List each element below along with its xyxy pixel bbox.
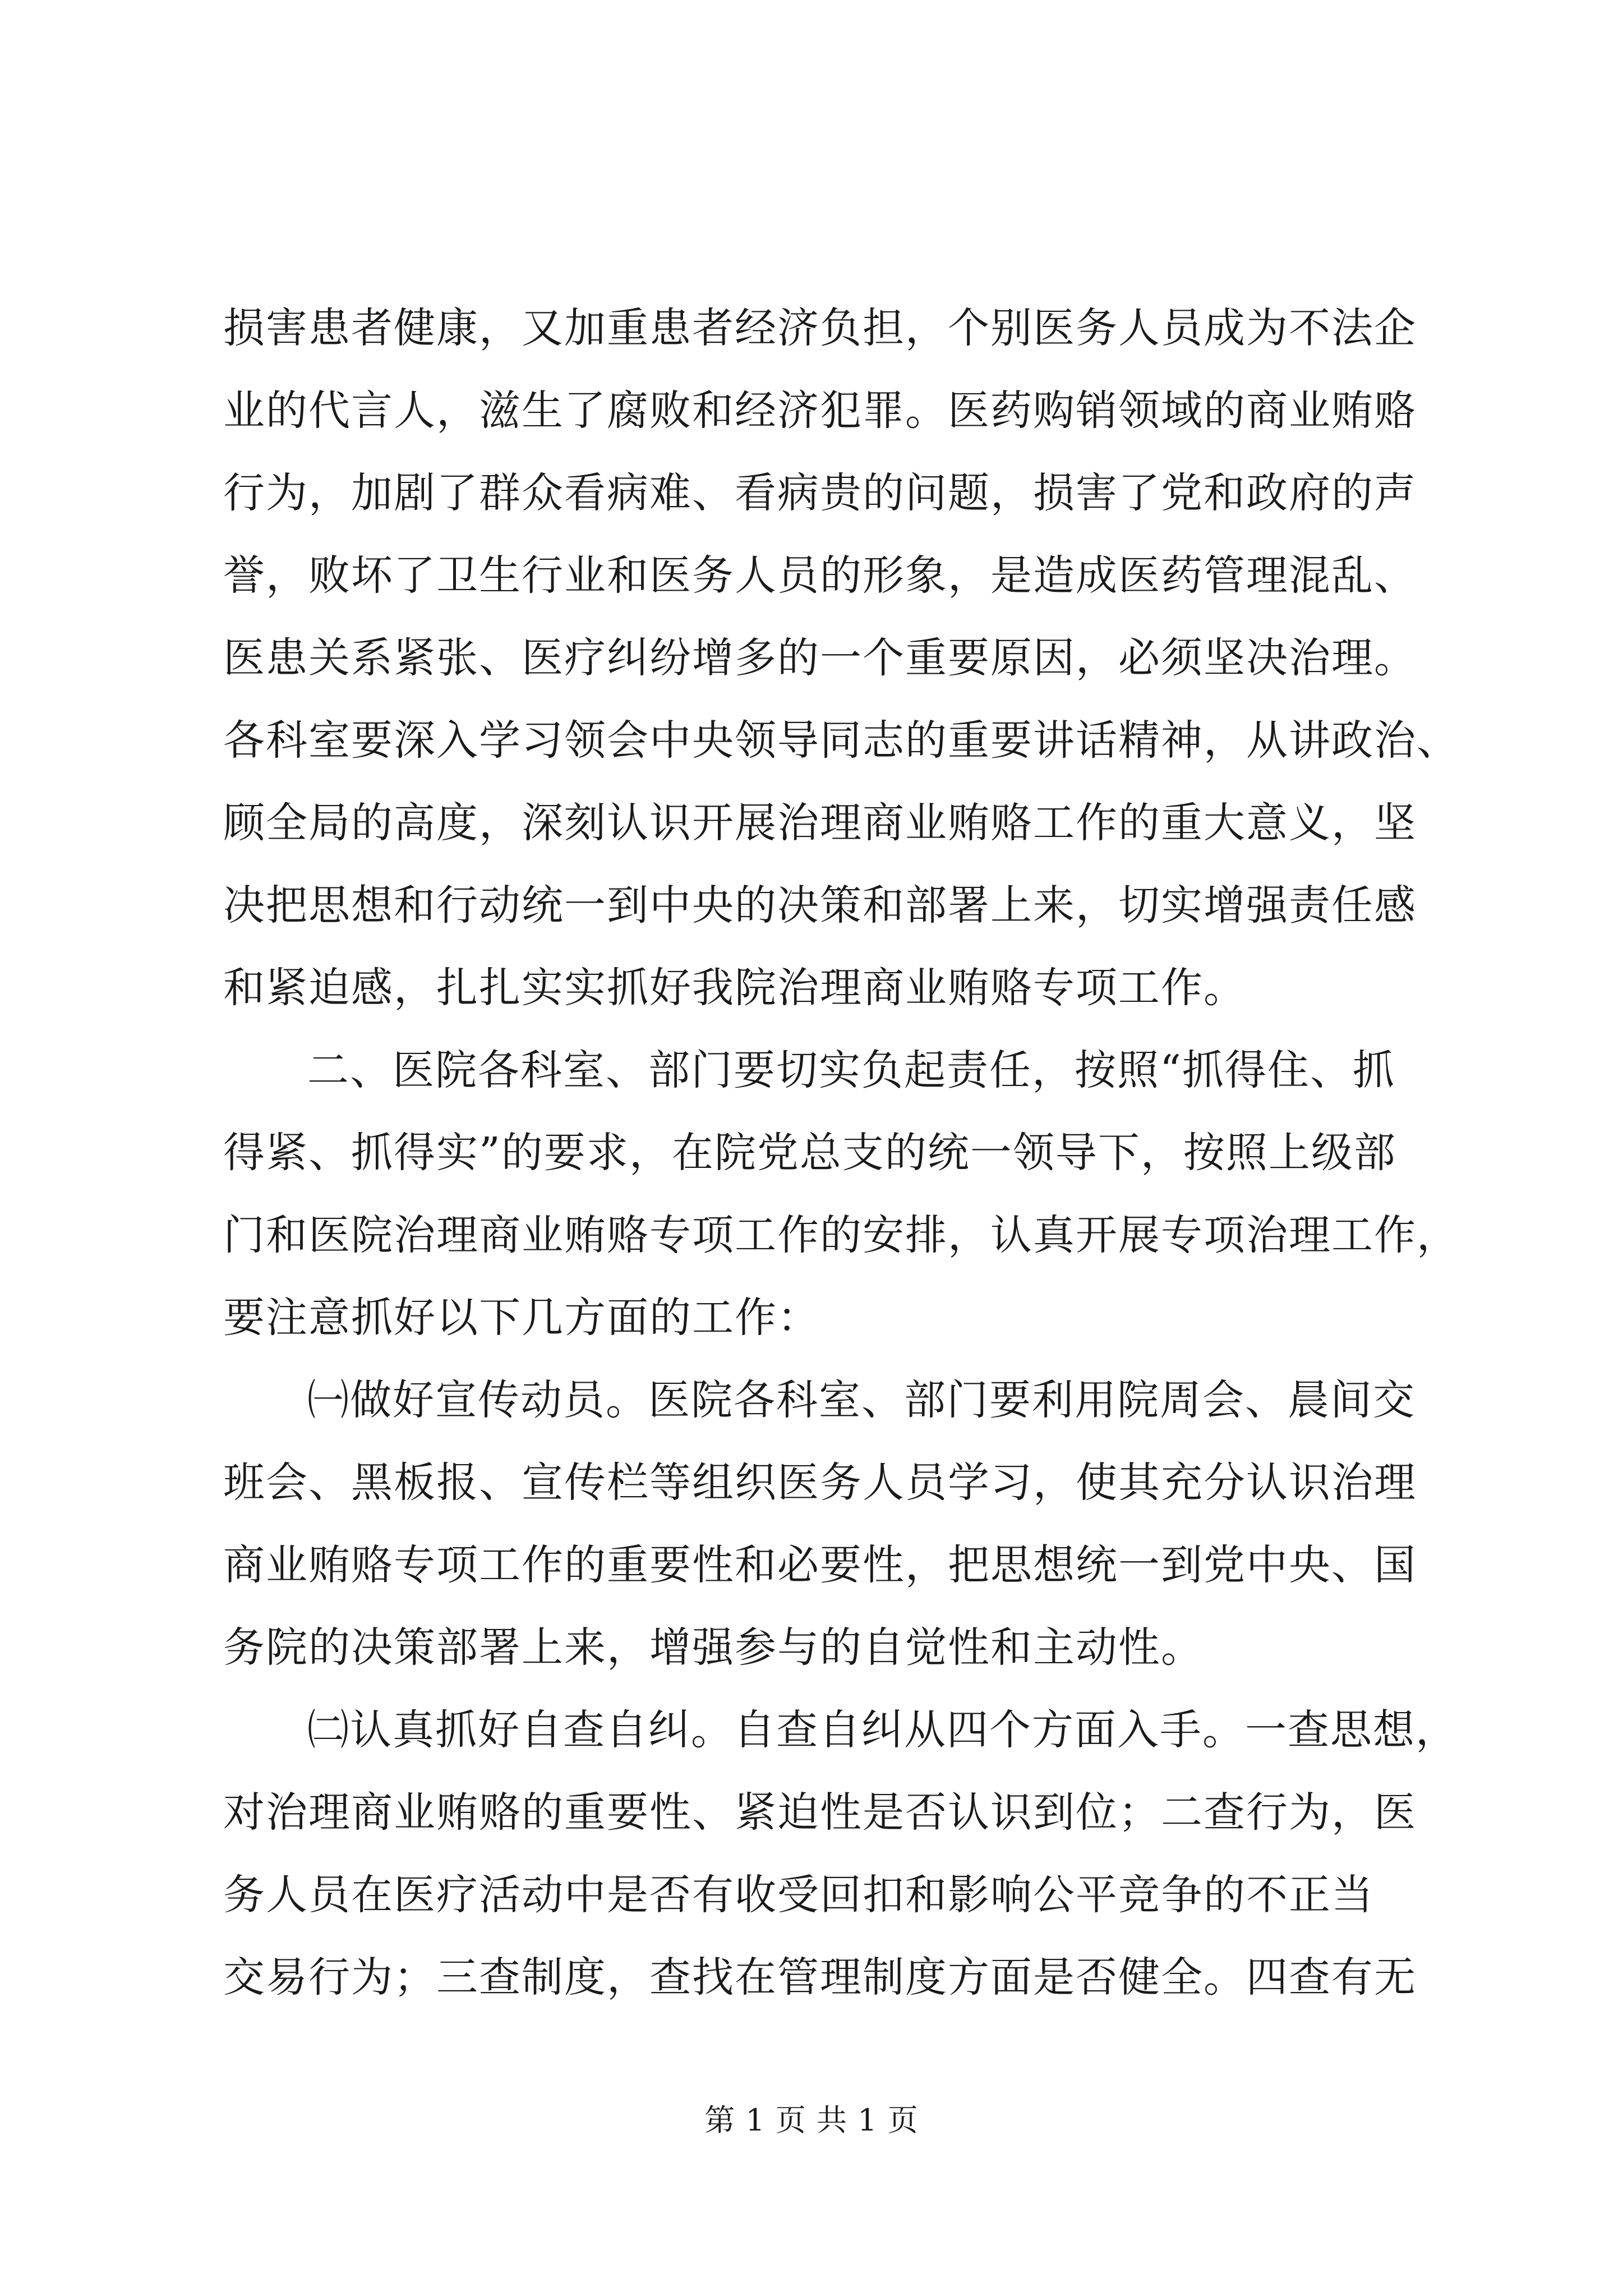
body-line: 和紧迫感，扎扎实实抓好我院治理商业贿赂专项工作。 (223, 964, 1246, 1012)
paragraph-heading-line: ㈡认真抓好自查自纠。自查自纠从四个方面入手。一查思想， (307, 1706, 1458, 1754)
body-line: 医患关系紧张、医疗纠纷增多的一个重要原因，必须坚决治理。 (223, 634, 1417, 682)
body-line: 得紧、抓得实”的要求，在院党总支的统一领导下，按照上级部 (223, 1129, 1396, 1177)
body-line: 对治理商业贿赂的重要性、紧迫性是否认识到位；二查行为，医 (223, 1788, 1417, 1837)
paragraph-heading-line: ㈠做好宣传动员。医院各科室、部门要利用院周会、晨间交 (307, 1376, 1415, 1424)
body-line: 决把思想和行动统一到中央的决策和部署上来，切实增强责任感 (223, 881, 1417, 930)
body-line: 业的代言人，滋生了腐败和经济犯罪。医药购销领域的商业贿赂 (223, 386, 1417, 435)
body-line: 各科室要深入学习领会中央领导同志的重要讲话精神，从讲政治、 (223, 716, 1459, 765)
body-line: 商业贿赂专项工作的重要性和必要性，把思想统一到党中央、国 (223, 1541, 1417, 1589)
body-line: 要注意抓好以下几方面的工作： (223, 1294, 820, 1342)
body-line: 交易行为；三查制度，查找在管理制度方面是否健全。四查有无 (223, 1953, 1417, 2001)
body-line: 务院的决策部署上来，增强参与的自觉性和主动性。 (223, 1623, 1204, 1672)
body-line: 顾全局的高度，深刻认识开展治理商业贿赂工作的重大意义，坚 (223, 799, 1417, 847)
body-line: 班会、黑板报、宣传栏等组织医务人员学习，使其充分认识治理 (223, 1458, 1417, 1507)
body-line: 损害患者健康，又加重患者经济负担，个别医务人员成为不法企 (223, 304, 1417, 352)
page-number-footer: 第 1 页 共 1 页 (704, 2102, 919, 2138)
body-line: 行为，加剧了群众看病难、看病贵的问题，损害了党和政府的声 (223, 469, 1417, 517)
paragraph-heading-line: 二、医院各科室、部门要切实负起责任，按照“抓得住、抓 (307, 1046, 1395, 1094)
body-line: 务人员在医疗活动中是否有收受回扣和影响公平竞争的不正当 (223, 1871, 1374, 1919)
body-line: 誉，败坏了卫生行业和医务人员的形象，是造成医药管理混乱、 (223, 551, 1417, 600)
body-line: 门和医院治理商业贿赂专项工作的安排，认真开展专项治理工作， (223, 1211, 1459, 1259)
